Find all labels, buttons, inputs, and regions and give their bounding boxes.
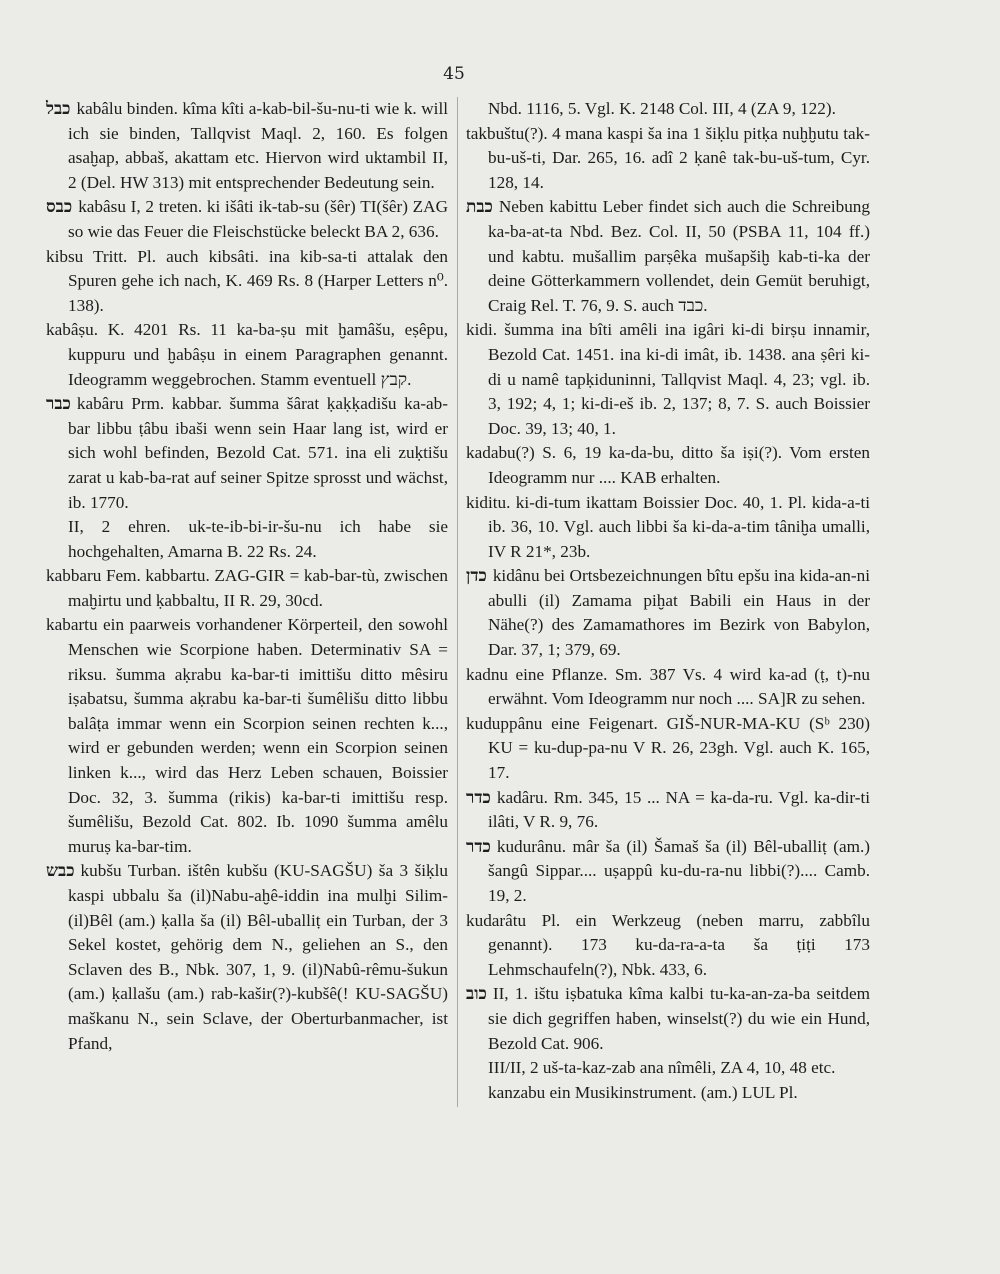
entry bbox=[466, 982, 870, 1056]
entry-text: kudarâtu Pl. ein Werkzeug (neben marru, zabbîlu genannt). 173 ku-da-ra-a-ta ša ṭiṭi 173 Lehmschaufeln(?), Nbk. 433, 6. bbox=[466, 910, 870, 979]
entry bbox=[46, 97, 448, 195]
entry-text: kudurânu. mâr ša (il) Šamaš ša (il) Bêl-uballiṭ (am.) šangû Sippar.... uṣappû ku-du-ra-nu libbi(?).... Camb. 19, 2. bbox=[488, 836, 870, 905]
entry bbox=[46, 613, 448, 859]
entry-text: kabâru Prm. kabbar. šumma šârat ḳaḳḳadišu ka-ab-bar libbu ṭâbu ibaši wenn sein Haar lang ist, wird er sich wohl befinden, Bezold Cat. 571. ina eli zuḳtišu zarat u kab-ba-rat auf seiner Spitze sprosst und wächst, ib. 1770. bbox=[68, 394, 448, 512]
entry-text: II, 2 ehren. uk-te-ib-bi-ir-šu-nu ich habe sie hochgehalten, Amarna B. 22 Rs. 24. bbox=[68, 517, 448, 561]
entry-text: kabartu ein paarweis vorhandener Körperteil, den sowohl Menschen wie Scorpione haben. Determinativ SA = riksu. šumma aḳrabu ka-bar-ti imittišu ditto mêsiru iṣabatsu, šumma aḳrabu ka-bar-ti šumêlišu ditto libbu balâṭa immar wenn ein Scorpion seinen rechten k..., wird er gebunden werden; wenn ein Scorpion seinen linken k..., wird das Herz Leben schauen, Boissier Doc. 32, 3. šumma (rikis) ka-bar-ti imittišu resp. šumêlišu, Bezold Cat. 802. Ib. 1090 šumma amêlu muruṣ ka-bar-tim. bbox=[46, 615, 448, 856]
hebrew-root: כדן bbox=[466, 566, 487, 587]
entry bbox=[466, 122, 870, 196]
entry-text: kadâru. Rm. 345, 15 ... NA = ka-da-ru. Vgl. ka-dir-ti ilâti, V R. 9, 76. bbox=[488, 787, 870, 832]
entry bbox=[46, 195, 448, 244]
entry bbox=[46, 245, 448, 319]
entry bbox=[466, 564, 870, 662]
hebrew-root: כוב bbox=[466, 984, 487, 1005]
entry-text: Neben kabittu Leber findet sich auch die Schreibung ka-ba-at-ta Nbd. Bez. Col. II, 50 (PSBA 11, 104 ff.) und kabtu. mušallim parṣêka mušapšiḫ kab-ti-ka der deine Götterkammern vollendet, dein Gemüt beruhigt, Craig Rel. T. 76, 9. S. auch כבד. bbox=[488, 197, 870, 315]
entry-text: II, 1. ištu iṣbatuka kîma kalbi tu-ka-an-za-ba seitdem sie dich gegriffen haben, winselst(?) du wie ein Hund, Bezold Cat. 906. bbox=[488, 984, 870, 1053]
entry bbox=[466, 663, 870, 712]
column-divider bbox=[457, 97, 458, 1107]
entry bbox=[46, 564, 448, 613]
entry bbox=[466, 195, 870, 318]
entry bbox=[466, 318, 870, 441]
entry-text: III/II, 2 uš-ta-kaz-zab ana nîmêli, ZA 4, 10, 48 etc. bbox=[488, 1058, 836, 1078]
entry-text: kabâṣu. K. 4201 Rs. 11 ka-ba-ṣu mit ḫamâšu, eṣêpu, kuppuru und ḫabâṣu in einem Paragraphen genannt. Ideogramm weggebrochen. Stamm eventuell קבץ. bbox=[46, 320, 448, 389]
entry bbox=[466, 97, 870, 122]
entry bbox=[46, 318, 448, 392]
entry-text: kabâlu binden. kîma kîti a-kab-bil-šu-nu-ti wie k. will ich sie binden, Tallqvist Maql. 2, 160. Es folgen asaḫap, abbaš, akattam etc. Hiervon wird uktambil II, 2 (Del. HW 313) mit entsprechender Bedeutung sein. bbox=[68, 99, 448, 192]
left-column bbox=[46, 97, 448, 1056]
entry-text: kadabu(?) S. 6, 19 ka-da-bu, ditto ša iṣi(?). Vom ersten Ideogramm nur .... KAB erhalten. bbox=[466, 443, 870, 487]
entry bbox=[466, 712, 870, 786]
hebrew-root: כבש bbox=[46, 861, 75, 882]
entry bbox=[46, 859, 448, 1056]
entry-text: kuduppânu eine Feigenart. GIŠ-NUR-MA-KU (Sᵇ 230) KU = ku-dup-pa-nu V R. 26, 23gh. Vgl. auch K. 165, 17. bbox=[466, 713, 870, 783]
right-column bbox=[466, 97, 870, 1105]
entry-text: kanzabu ein Musikinstrument. (am.) LUL Pl. bbox=[488, 1082, 798, 1102]
entry bbox=[46, 392, 448, 515]
entry-text: Nbd. 1116, 5. Vgl. K. 2148 Col. III, 4 (ZA 9, 122). bbox=[488, 99, 836, 118]
entry bbox=[466, 786, 870, 835]
entry-text: kubšu Turban. ištên kubšu (KU-SAGŠU) ša 3 šiḳlu kaspi ubbalu ša (il)Nabu-aḫê-iddin ina mulḫi Silim-(il)Bêl (am.) ḳalla ša (il) Bêl-uballiṭ ein Turban, der 3 Sekel kostet, gehörig dem N., geliehen an S., den Sclaven des B., Nbk. 307, 1, 9. (il)Nabû-rêmu-šukun (am.) ḳallašu (am.) rab-kašir(?)-kubšê(! KU-SAGŠU) maškanu N., sein Sclave, der Oberturbanmacher, ist Pfand, bbox=[68, 861, 448, 1053]
entry-text: kiditu. ki-di-tum ikattam Boissier Doc. 40, 1. Pl. kida-a-ti ib. 36, 10. Vgl. auch libbi ša ki-da-a-tim tâniḫa umalli, IV R 21*, 23b. bbox=[466, 492, 870, 561]
hebrew-root: כבר bbox=[46, 394, 71, 415]
entry-text: kidi. šumma ina bîti amêli ina igâri ki-di birṣu innamir, Bezold Cat. 1451. ina ki-di imât, ib. 1438. ana ṣêri ki-di u namê tapḳiduninni, Tallqvist Maql. 4, 23; vgl. ib. 3, 192; 4, 1; ki-di-eš ib. 2, 137; 8, 7. S. auch Boissier Doc. 39, 13; 40, 1. bbox=[466, 320, 870, 438]
hebrew-root: כדר bbox=[466, 836, 491, 857]
entry bbox=[466, 835, 870, 909]
entry bbox=[466, 1056, 870, 1081]
entry-text: takbuštu(?). 4 mana kaspi ša ina 1 šiḳlu pitḳa nuḫḫutu tak-bu-uš-ti, Dar. 265, 16. adî 2 ḳanê tak-bu-uš-tum, Cyr. 128, 14. bbox=[466, 123, 870, 192]
entry-text: kabâsu I, 2 treten. ki išâti ik-tab-su (šêr) TI(šêr) ZAG so wie das Feuer die Fleischstücke beleckt BA 2, 636. bbox=[68, 197, 448, 241]
entry bbox=[466, 1081, 870, 1106]
hebrew-root: כדר bbox=[466, 787, 491, 808]
entry-text: kibsu Tritt. Pl. auch kibsâti. ina kib-sa-ti attalak den Spuren gehe ich nach, K. 469 Rs. 8 (Harper Letters n⁰. 138). bbox=[46, 246, 448, 315]
hebrew-root: כבס bbox=[46, 197, 73, 218]
entry bbox=[466, 909, 870, 983]
hebrew-root: כבל bbox=[46, 99, 71, 119]
entry-text: kabbaru Fem. kabbartu. ZAG-GIR = kab-bar-tù, zwischen maḫirtu und ḳabbaltu, II R. 29, 30cd. bbox=[46, 566, 448, 610]
hebrew-root: כבת bbox=[466, 197, 493, 218]
entry bbox=[466, 491, 870, 565]
entry bbox=[466, 441, 870, 490]
entry bbox=[46, 515, 448, 564]
entry-text: kadnu eine Pflanze. Sm. 387 Vs. 4 wird ka-ad (ṭ, t)-nu erwähnt. Vom Ideogramm nur noch .... SA]R zu sehen. bbox=[466, 664, 870, 709]
entry-text: kidânu bei Ortsbezeichnungen bîtu epšu ina kida-an-ni abulli (il) Zamama piḫat Babili ein Haus in der Nähe(?) des Zamamathores im Bezirk von Babylon, Dar. 37, 1; 379, 69. bbox=[488, 566, 870, 660]
page-number: 45 bbox=[443, 64, 465, 84]
